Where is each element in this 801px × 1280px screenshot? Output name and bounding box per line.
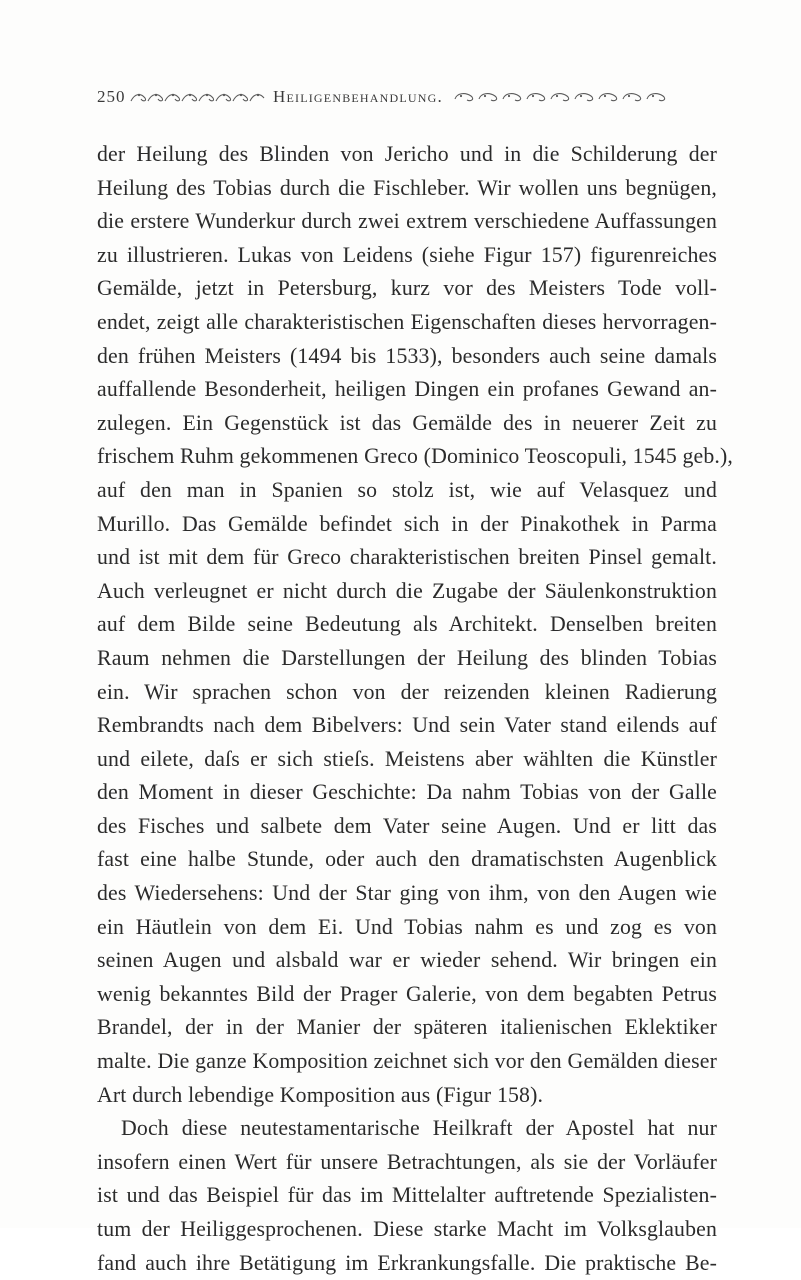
text-line: den frühen Meisters (1494 bis 1533), besonders auch seine damals [97, 343, 717, 368]
text-line: auf den man in Spanien so stolz ist, wie auf Velasquez und [97, 477, 717, 502]
right-ornament-band [453, 90, 669, 104]
text-line: Art durch lebendige Komposition aus (Figur 158). [97, 1082, 544, 1107]
text-line: seinen Augen und alsbald war er wieder sehend. Wir bringen ein [97, 948, 717, 973]
text-line: Murillo. Das Gemälde befindet sich in der Pinakothek in Parma [97, 511, 717, 536]
text-line: Gemälde, jetzt in Petersburg, kurz vor des Meisters Tode voll- [97, 276, 717, 301]
text-line: fast eine halbe Stunde, oder auch den dramatischsten Augenblick [97, 847, 717, 872]
text-line: fand auch ihre Betätigung im Erkrankungsfalle. Die praktische Be- [97, 1250, 717, 1275]
text-line: und ist mit dem für Greco charakteristischen breiten Pinsel gemalt. [97, 545, 717, 570]
text-line: endet, zeigt alle charakteristischen Eigenschaften dieses hervorragen- [97, 309, 717, 334]
text-line: Doch diese neutestamentarische Heilkraft der Apostel hat nur [121, 1116, 717, 1141]
text-line: wenig bekanntes Bild der Prager Galerie, von dem begabten Petrus [97, 981, 717, 1006]
text-line: auffallende Besonderheit, heiligen Dingen ein profanes Gewand an- [97, 377, 717, 402]
text-line: zulegen. Ein Gegenstück ist das Gemälde des in neuerer Zeit zu [97, 410, 717, 435]
text-line: der Heilung des Blinden von Jericho und in die Schilderung der [97, 142, 717, 166]
text-line: Raum nehmen die Darstellungen der Heilung des blinden Tobias [97, 645, 717, 670]
body-text [97, 138, 734, 1280]
text-line: ist und das Beispiel für das im Mittelalter auftretende Spezialisten- [97, 1183, 717, 1208]
text-line: insofern einen Wert für unsere Betrachtungen, als sie der Vorläufer [97, 1149, 717, 1174]
text-line: tum der Heiliggesprochenen. Diese starke Macht im Volksglauben [97, 1217, 717, 1241]
text-line: Brandel, der in der Manier der späteren italienischen Eklektiker [97, 1015, 717, 1040]
text-line: den Moment in dieser Geschichte: Da nahm Tobias von der Galle [97, 780, 717, 805]
page-number: 250 [97, 87, 126, 106]
left-ornament-icon [129, 90, 265, 104]
text-line: ein. Wir sprachen schon von der reizenden kleinen Radierung [97, 679, 717, 704]
text-line: des Fisches und salbete dem Vater seine Augen. Und er litt das [97, 813, 717, 838]
text-line: die erstere Wunderkur durch zwei extrem verschiedene Auffassungen [97, 209, 717, 234]
text-line: und eilete, daſs er sich stieſs. Meistens aber wählten die Künstler [97, 746, 717, 771]
text-line: malte. Die ganze Komposition zeichnet sich vor den Gemälden dieser [97, 1049, 717, 1074]
text-line: Auch verleugnet er nicht durch die Zugabe der Säulenkonstruktion [97, 578, 717, 603]
text-line: ein Häutlein von dem Ei. Und Tobias nahm es und zog es von [97, 914, 717, 939]
running-header [97, 84, 717, 110]
text-line: frischem Ruhm gekommenen Greco (Dominico Teoscopuli, 1545 geb.), [97, 444, 734, 469]
text-line: Heilung des Tobias durch die Fischleber. Wir wollen uns begnügen, [97, 175, 717, 200]
text-line: auf dem Bilde seine Bedeutung als Architekt. Denselben breiten [97, 612, 717, 637]
running-title: Heiligenbehandlung. [273, 87, 443, 106]
right-ornament-icon [453, 90, 669, 104]
text-line: des Wiedersehens: Und der Star ging von ihm, von den Augen wie [97, 881, 717, 906]
text-line: zu illustrieren. Lukas von Leidens (siehe Figur 157) figurenreiches [97, 242, 717, 267]
text-line: Rembrandts nach dem Bibelvers: Und sein Vater stand eilends auf [97, 713, 717, 738]
left-ornament-band [129, 90, 265, 104]
